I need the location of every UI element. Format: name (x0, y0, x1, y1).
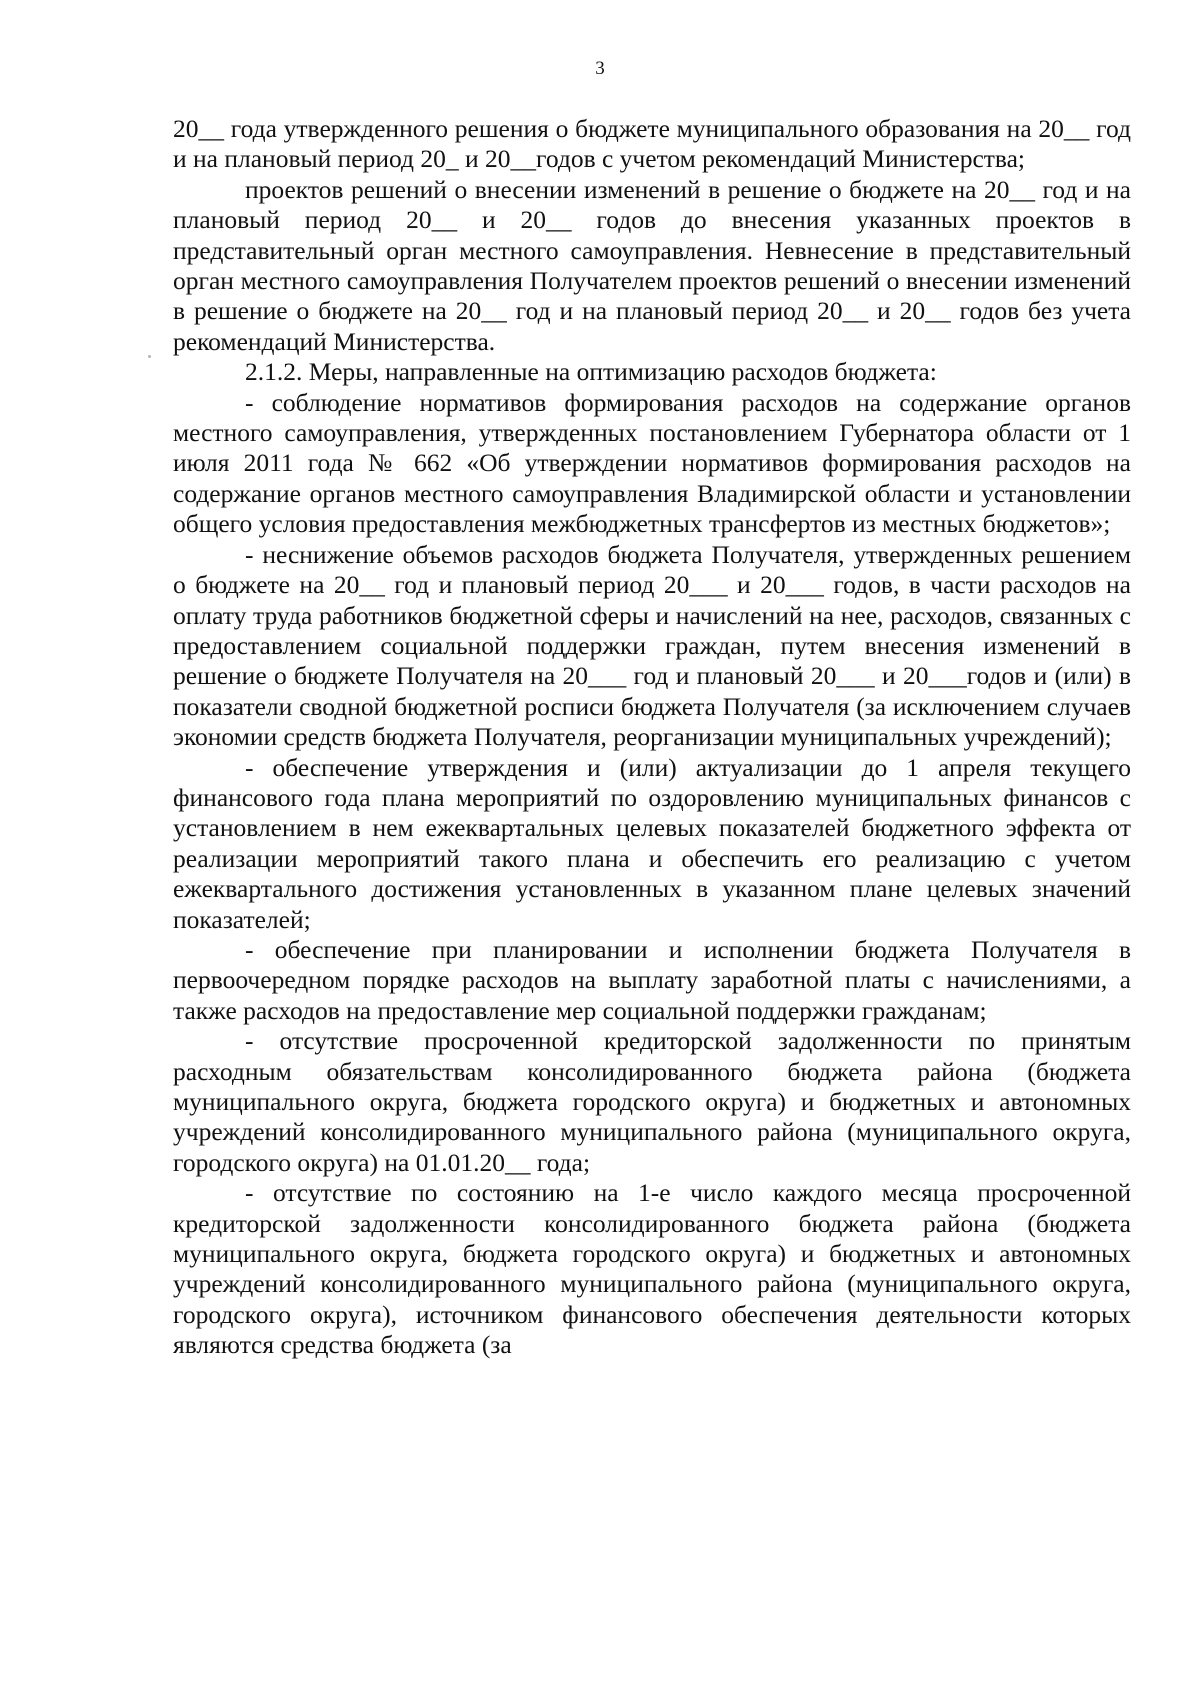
list-item-no-reduction: - неснижение объемов расходов бюджета Получателя, утвержденных решением о бюджете на 20__ год и плановый период 20___ и 20___ годов, в части расходов на оплату труда работников бюджетной сферы и начислений на нее, расходов, связанных с предоставлением социальной поддержки граждан, путем внесения изменений в решение о бюджете Получателя на 20___ год и плановый 20___ и 20___годов и (или) в показатели сводной бюджетной росписи бюджета Получателя (за исключением случаев экономии средств бюджета Получателя, реорганизации муниципальных учреждений); (173, 539, 1131, 752)
section-heading-2-1-2: 2.1.2. Меры, направленные на оптимизацию расходов бюджета: (245, 357, 937, 387)
scan-dot (148, 355, 151, 358)
list-item-no-overdue-debt-monthly: - отсутствие по состоянию на 1-е число каждого месяца просроченной кредиторской задолженности консолидированного бюджета района (бюджета муниципального округа, бюджета городского округа) и бюджетных и автономных учреждений консолидированного муниципального района (муниципального округа, городского округа), источником финансового обеспечения деятельности которых являются средства бюджета (за (173, 1178, 1131, 1360)
list-item-recovery-plan: - обеспечение утверждения и (или) актуализации до 1 апреля текущего финансового года плана мероприятий по оздоровлению муниципальных финансов с установлением в нем ежеквартальных целевых показателей бюджетного эффекта от реализации мероприятий такого плана и обеспечить его реализацию с учетом ежеквартального достижения установленных в указанном плане целевых значений показателей; (173, 752, 1131, 934)
list-item-priority-spending: - обеспечение при планировании и исполнении бюджета Получателя в первоочередном порядке расходов на выплату заработной платы с начислениями, а также расходов на предоставление мер социальной поддержки гражданам; (173, 934, 1131, 1025)
paragraph-continuation: 20__ года утвержденного решения о бюджете муниципального образования на 20__ год и на плановый период 20_ и 20__годов с учетом рекомендаций Министерства; (173, 114, 1131, 174)
paragraph-draft-decisions: проектов решений о внесении изменений в решение о бюджете на 20__ год и на плановый период 20__ и 20__ годов до внесения указанных проектов в представительный орган местного самоуправления. Невнесение в представительный орган местного самоуправления Получателем проектов решений о внесении изменений в решение о бюджете на 20__ год и на плановый период 20__ и 20__ годов без учета рекомендаций Министерства. (173, 174, 1131, 356)
list-item-no-overdue-debt: - отсутствие просроченной кредиторской задолженности по принятым расходным обязательствам консолидированного бюджета района (бюджета муниципального округа, бюджета городского округа) и бюджетных и автономных учреждений консолидированного муниципального района (муниципального округа, городского округа) на 01.01.20__ года; (173, 1026, 1131, 1177)
document-body (173, 114, 1131, 1361)
list-item-standards: - соблюдение нормативов формирования расходов на содержание органов местного самоуправления, утвержденных постановлением Губернатора области от 1 июля 2011 года № 662 «Об утверждении нормативов формирования расходов на содержание органов местного самоуправления Владимирской области и установлении общего условия предоставления межбюджетных трансфертов из местных бюджетов»; (173, 387, 1131, 539)
page-number: 3 (595, 58, 605, 79)
